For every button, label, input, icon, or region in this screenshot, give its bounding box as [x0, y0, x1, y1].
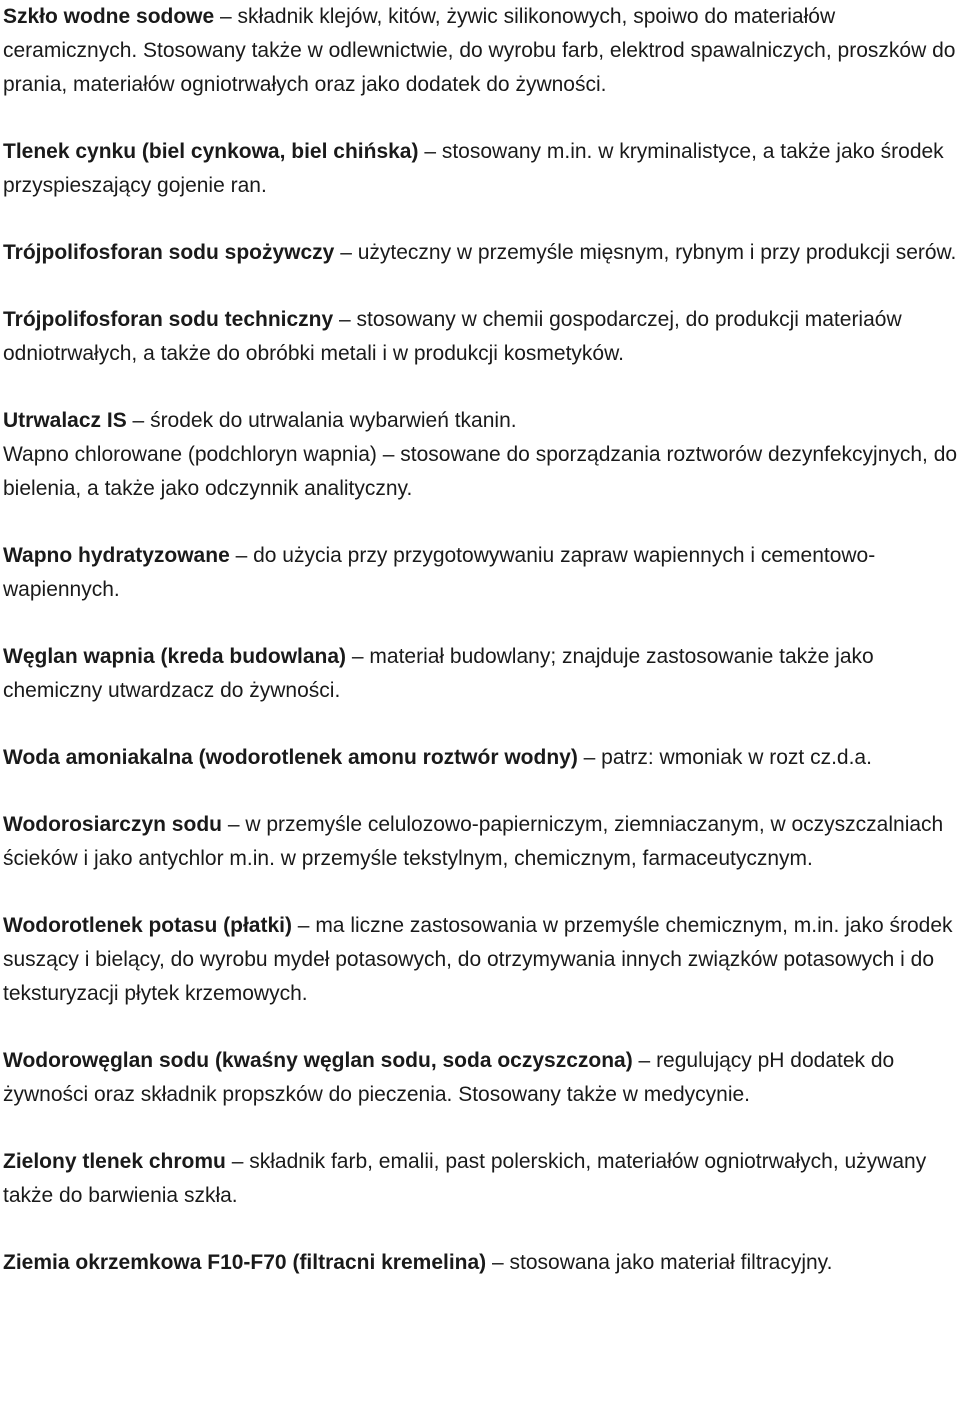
- entry-woda-amoniakalna: [3, 741, 958, 775]
- entry-wodoroweglan-sodu: [3, 1044, 958, 1112]
- entry-description: – stosowana jako materiał filtracyjny.: [486, 1251, 833, 1274]
- entry-utrwalacz-is: [3, 404, 958, 438]
- entry-description: – ma liczne zastosowania w przemyśle chemicznym, m.in. jako środek suszący i bielący, do wyrobu mydeł potasowych, do otrzymywania innych związków potasowych i do teksturyzacji płytek krzemowych.: [3, 914, 953, 1005]
- entry-description: – środek do utrwalania wybarwień tkanin.: [126, 409, 517, 432]
- entry-term: Wodorosiarczyn sodu: [3, 813, 222, 836]
- entry-term: Tlenek cynku (biel cynkowa, biel chińska): [3, 140, 419, 163]
- entry-wapno-chlorowane: [3, 438, 958, 506]
- entry-description: Wapno chlorowane (podchloryn wapnia) – stosowane do sporządzania roztworów dezynfekcyjnych, do bielenia, a także jako odczynnik analityczny.: [3, 443, 958, 500]
- entry-wapno-hydratyzowane: [3, 539, 958, 607]
- entry-description: – stosowany w chemii gospodarczej, do produkcji materiaów odniotrwałych, a także do obróbki metali i w produkcji kosmetyków.: [3, 308, 902, 365]
- entry-term: Woda amoniakalna (wodorotlenek amonu roztwór wodny): [3, 746, 578, 769]
- entry-term: Ziemia okrzemkowa F10-F70 (filtracni kremelina): [3, 1251, 487, 1274]
- entry-szklo-wodne: [3, 0, 958, 102]
- entry-ziemia-okrzemkowa: [3, 1246, 958, 1280]
- entry-term: Wodorowęglan sodu (kwaśny węglan sodu, soda oczyszczona): [3, 1049, 633, 1072]
- entry-term: Węglan wapnia (kreda budowlana): [3, 645, 347, 668]
- entry-zielony-tlenek-chromu: [3, 1145, 958, 1213]
- entry-description: – składnik farb, emalii, past polerskich, materiałów ogniotrwałych, używany także do barwienia szkła.: [3, 1150, 927, 1207]
- entry-wodorosiarczyn-sodu: [3, 808, 958, 876]
- entry-term: Trójpolifosforan sodu spożywczy: [3, 241, 335, 264]
- entry-term: Utrwalacz IS: [3, 409, 127, 432]
- entry-trojpolifosforan-spozywczy: [3, 236, 958, 270]
- entry-term: Zielony tlenek chromu: [3, 1150, 226, 1173]
- entry-term: Wapno hydratyzowane: [3, 544, 230, 567]
- entry-description: – składnik klejów, kitów, żywic silikonowych, spoiwo do materiałów ceramicznych. Stosowany także w odlewnictwie, do wyrobu farb, elektrod spawalniczych, proszków do prania, materiałów ogniotrwałych oraz jako dodatek do żywności.: [3, 5, 956, 96]
- entry-description: – patrz: wmoniak w rozt cz.d.a.: [577, 746, 872, 769]
- entry-description: – do użycia przy przygotowywaniu zapraw wapiennych i cementowo-wapiennych.: [3, 544, 876, 601]
- entry-tlenek-cynku: [3, 135, 958, 203]
- document-page: [3, 0, 958, 1280]
- entry-term: Szkło wodne sodowe: [3, 5, 215, 28]
- entry-description: – stosowany m.in. w kryminalistyce, a także jako środek przyspieszający gojenie ran.: [3, 140, 944, 197]
- entry-term: Trójpolifosforan sodu techniczny: [3, 308, 334, 331]
- entry-description: – w przemyśle celulozowo-papierniczym, ziemniaczanym, w oczyszczalniach ścieków i jako antychlor m.in. w przemyśle tekstylnym, chemicznym, farmaceutycznym.: [3, 813, 944, 870]
- entry-description: – użyteczny w przemyśle mięsnym, rybnym i przy produkcji serów.: [334, 241, 957, 264]
- entry-trojpolifosforan-techniczny: [3, 303, 958, 371]
- entry-description: – regulujący pH dodatek do żywności oraz składnik propszków do pieczenia. Stosowany także w medycynie.: [3, 1049, 895, 1106]
- entry-description: – materiał budowlany; znajduje zastosowanie także jako chemiczny utwardzacz do żywności.: [3, 645, 874, 702]
- entry-term: Wodorotlenek potasu (płatki): [3, 914, 292, 937]
- entry-wodorotlenek-potasu: [3, 909, 958, 1011]
- entry-weglan-wapnia: [3, 640, 958, 708]
